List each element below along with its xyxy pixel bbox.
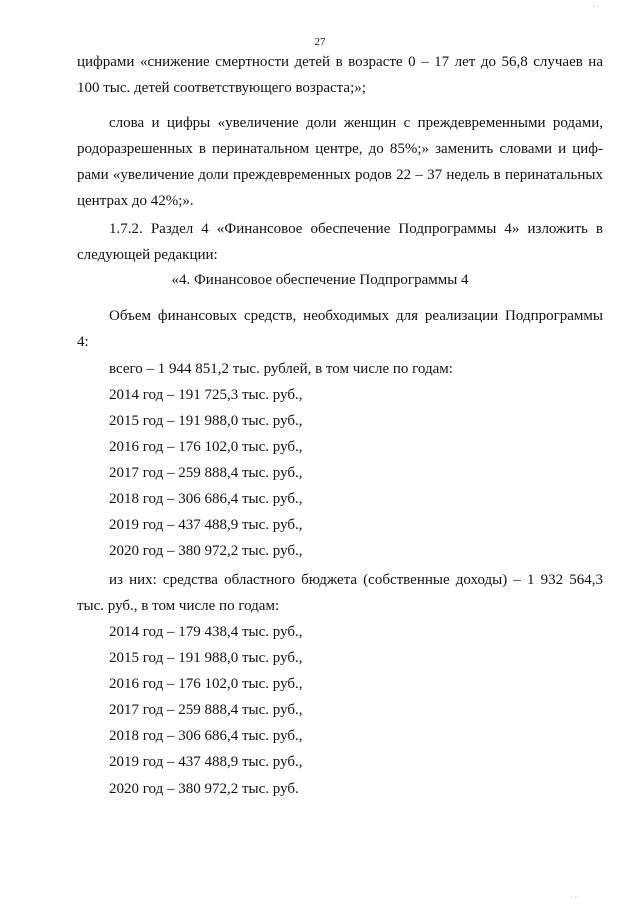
list-item: 2016 год – 176 102,0 тыс. руб.,: [109, 676, 303, 692]
text-line: 4:: [77, 334, 89, 350]
list-item: 2020 год – 380 972,2 тыс. руб.: [109, 781, 299, 797]
section-heading: «4. Финансовое обеспечение Подпрограммы 4: [171, 272, 469, 288]
list-item: 2019 год – 437 488,9 тыс. руб.,: [109, 517, 303, 533]
list-item: 2015 год – 191 988,0 тыс. руб.,: [109, 413, 303, 429]
text-line: рами «увеличение доли преждевременных родов 22 – 37 недель в перинатальных: [77, 167, 603, 183]
text-line: 1.7.2. Раздел 4 «Финансовое обеспечение Подпрограммы 4» изложить в: [109, 221, 603, 237]
paragraph-mortality: [77, 49, 603, 101]
list-item: 2016 год – 176 102,0 тыс. руб.,: [109, 439, 303, 455]
text-line: тыс. руб., в том числе по годам:: [77, 598, 280, 614]
text-line: из них: средства областного бюджета (собственные доходы) – 1 932 564,3: [109, 572, 603, 588]
text-line: следующей редакции:: [77, 247, 218, 263]
scan-mark: · ·: [592, 2, 600, 11]
list-item: 2019 год – 437 488,9 тыс. руб.,: [109, 754, 303, 770]
text-line: 100 тыс. детей соответствующего возраста;»;: [77, 80, 366, 96]
list-item: 2017 год – 259 888,4 тыс. руб.,: [109, 465, 303, 481]
list-item: 2018 год – 306 686,4 тыс. руб.,: [109, 728, 303, 744]
list-item: 2018 год – 306 686,4 тыс. руб.,: [109, 491, 303, 507]
text-line: центрах до 42%;».: [77, 193, 194, 209]
paragraph-volume: [77, 303, 603, 355]
paragraph-regional-budget: [77, 567, 603, 619]
list-item: 2014 год – 191 725,3 тыс. руб.,: [109, 387, 303, 403]
page-number: 27: [314, 36, 326, 48]
list-item: 2014 год – 179 438,4 тыс. руб.,: [109, 624, 303, 640]
scan-mark: · ·: [570, 893, 578, 902]
text-line: родоразрешенных в перинатальном центре, до 85%;» заменить словами и циф-: [77, 141, 603, 157]
paragraph-section-change: [77, 216, 603, 268]
text-line: цифрами «снижение смертности детей в возрасте 0 – 17 лет до 56,8 случаев на: [77, 54, 603, 70]
list-item: 2020 год – 380 972,2 тыс. руб.,: [109, 543, 303, 559]
list-item: 2017 год – 259 888,4 тыс. руб.,: [109, 702, 303, 718]
total-line: всего – 1 944 851,2 тыс. рублей, в том числе по годам:: [109, 361, 453, 377]
list-item: 2015 год – 191 988,0 тыс. руб.,: [109, 650, 303, 666]
text-line: Объем финансовых средств, необходимых для реализации Подпрограммы: [109, 308, 603, 324]
text-line: слова и цифры «увеличение доли женщин с преждевременными родами,: [109, 115, 603, 131]
paragraph-replacement: [77, 110, 603, 214]
